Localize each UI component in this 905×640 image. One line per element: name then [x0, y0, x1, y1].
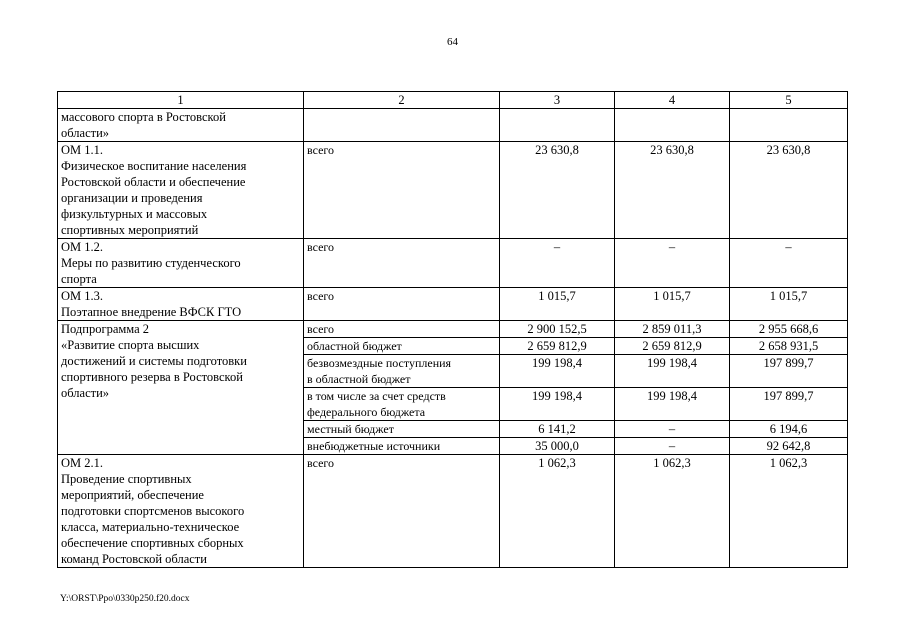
description-line: области»	[61, 386, 110, 400]
value-col4-cell: 199 198,4	[615, 355, 730, 388]
value-col3-cell: 23 630,8	[500, 142, 615, 239]
description-line: Поэтапное внедрение ВФСК ГТО	[61, 305, 242, 319]
value-col4-cell	[615, 109, 730, 142]
description-line: физкультурных и массовых	[61, 207, 208, 221]
value-col3-cell: 35 000,0	[500, 438, 615, 455]
subprogram-description-cell	[58, 321, 304, 455]
description-line: достижений и системы подготовки	[61, 354, 247, 368]
value-col4-cell: –	[615, 239, 730, 288]
value-col3-cell: 2 659 812,9	[500, 338, 615, 355]
table-row	[58, 455, 848, 568]
funding-source-cell	[304, 109, 500, 142]
table-row	[58, 239, 848, 288]
description-line: Физическое воспитание населения	[61, 159, 247, 173]
description-line: Меры по развитию студенческого	[61, 256, 241, 270]
value-col5-cell: 1 015,7	[730, 288, 848, 321]
value-col5-cell: 23 630,8	[730, 142, 848, 239]
funding-source-cell: всего	[304, 288, 500, 321]
value-col4-cell: –	[615, 438, 730, 455]
source-line: федерального бюджета	[307, 405, 426, 419]
value-col5-cell	[730, 109, 848, 142]
description-line: мероприятий, обеспечение	[61, 488, 204, 502]
program-description-cell	[58, 109, 304, 142]
value-col3-cell: 2 900 152,5	[500, 321, 615, 338]
description-line: спорта	[61, 272, 97, 286]
source-line: безвозмездные поступления	[307, 356, 452, 370]
source-line: в областной бюджет	[307, 372, 411, 386]
description-line: ОМ 1.1.	[61, 143, 104, 157]
header-cell-1: 1	[58, 92, 304, 109]
funding-source-cell: всего	[304, 321, 500, 338]
value-col5-cell: 6 194,6	[730, 421, 848, 438]
funding-source-cell: всего	[304, 239, 500, 288]
description-line: ОМ 1.3.	[61, 289, 104, 303]
value-col4-cell: 1 062,3	[615, 455, 730, 568]
value-col4-cell: 2 859 011,3	[615, 321, 730, 338]
value-col3-cell: 1 062,3	[500, 455, 615, 568]
value-col5-cell: 197 899,7	[730, 355, 848, 388]
funding-source-cell: областной бюджет	[304, 338, 500, 355]
description-line: массового спорта в Ростовской	[61, 110, 226, 124]
description-line: ОМ 1.2.	[61, 240, 104, 254]
value-col3-cell	[500, 109, 615, 142]
funding-source-cell: внебюджетные источники	[304, 438, 500, 455]
value-col4-cell: 2 659 812,9	[615, 338, 730, 355]
value-col5-cell: 92 642,8	[730, 438, 848, 455]
description-line: области»	[61, 126, 110, 140]
page-number: 64	[447, 36, 458, 48]
description-line: подготовки спортсменов высокого	[61, 504, 245, 518]
funding-source-cell	[304, 388, 500, 421]
description-line: команд Ростовской области	[61, 552, 207, 566]
table-row	[58, 288, 848, 321]
program-description-cell	[58, 142, 304, 239]
funding-source-cell	[304, 355, 500, 388]
description-line: ОМ 2.1.	[61, 456, 104, 470]
description-line: Ростовской области и обеспечение	[61, 175, 246, 189]
program-description-cell	[58, 239, 304, 288]
value-col3-cell: 199 198,4	[500, 355, 615, 388]
value-col3-cell: 1 015,7	[500, 288, 615, 321]
table-row	[58, 142, 848, 239]
description-line: обеспечение спортивных сборных	[61, 536, 244, 550]
description-line: организации и проведения	[61, 191, 203, 205]
source-line: в том числе за счет средств	[307, 389, 446, 403]
header-cell-2: 2	[304, 92, 500, 109]
value-col4-cell: –	[615, 421, 730, 438]
description-line: Подпрограмма 2	[61, 322, 150, 336]
value-col4-cell: 23 630,8	[615, 142, 730, 239]
description-line: Проведение спортивных	[61, 472, 192, 486]
description-line: «Развитие спорта высших	[61, 338, 200, 352]
document-path-footer: Y:\ORST\Ppo\0330p250.f20.docx	[60, 594, 190, 604]
table-row	[58, 321, 848, 338]
description-line: класса, материально-техническое	[61, 520, 240, 534]
funding-source-cell: всего	[304, 142, 500, 239]
value-col3-cell: 6 141,2	[500, 421, 615, 438]
description-line: спортивных мероприятий	[61, 223, 199, 237]
value-col4-cell: 199 198,4	[615, 388, 730, 421]
program-description-cell	[58, 455, 304, 568]
header-cell-3: 3	[500, 92, 615, 109]
value-col3-cell: –	[500, 239, 615, 288]
value-col5-cell: 2 658 931,5	[730, 338, 848, 355]
value-col4-cell: 1 015,7	[615, 288, 730, 321]
value-col5-cell: 2 955 668,6	[730, 321, 848, 338]
header-cell-5: 5	[730, 92, 848, 109]
value-col5-cell: 1 062,3	[730, 455, 848, 568]
value-col5-cell: 197 899,7	[730, 388, 848, 421]
table-row	[58, 109, 848, 142]
funding-source-cell: всего	[304, 455, 500, 568]
header-cell-4: 4	[615, 92, 730, 109]
program-description-cell	[58, 288, 304, 321]
funding-source-cell: местный бюджет	[304, 421, 500, 438]
description-line: спортивного резерва в Ростовской	[61, 370, 243, 384]
table-header-row	[58, 92, 848, 109]
value-col3-cell: 199 198,4	[500, 388, 615, 421]
budget-table	[57, 91, 848, 568]
value-col5-cell: –	[730, 239, 848, 288]
